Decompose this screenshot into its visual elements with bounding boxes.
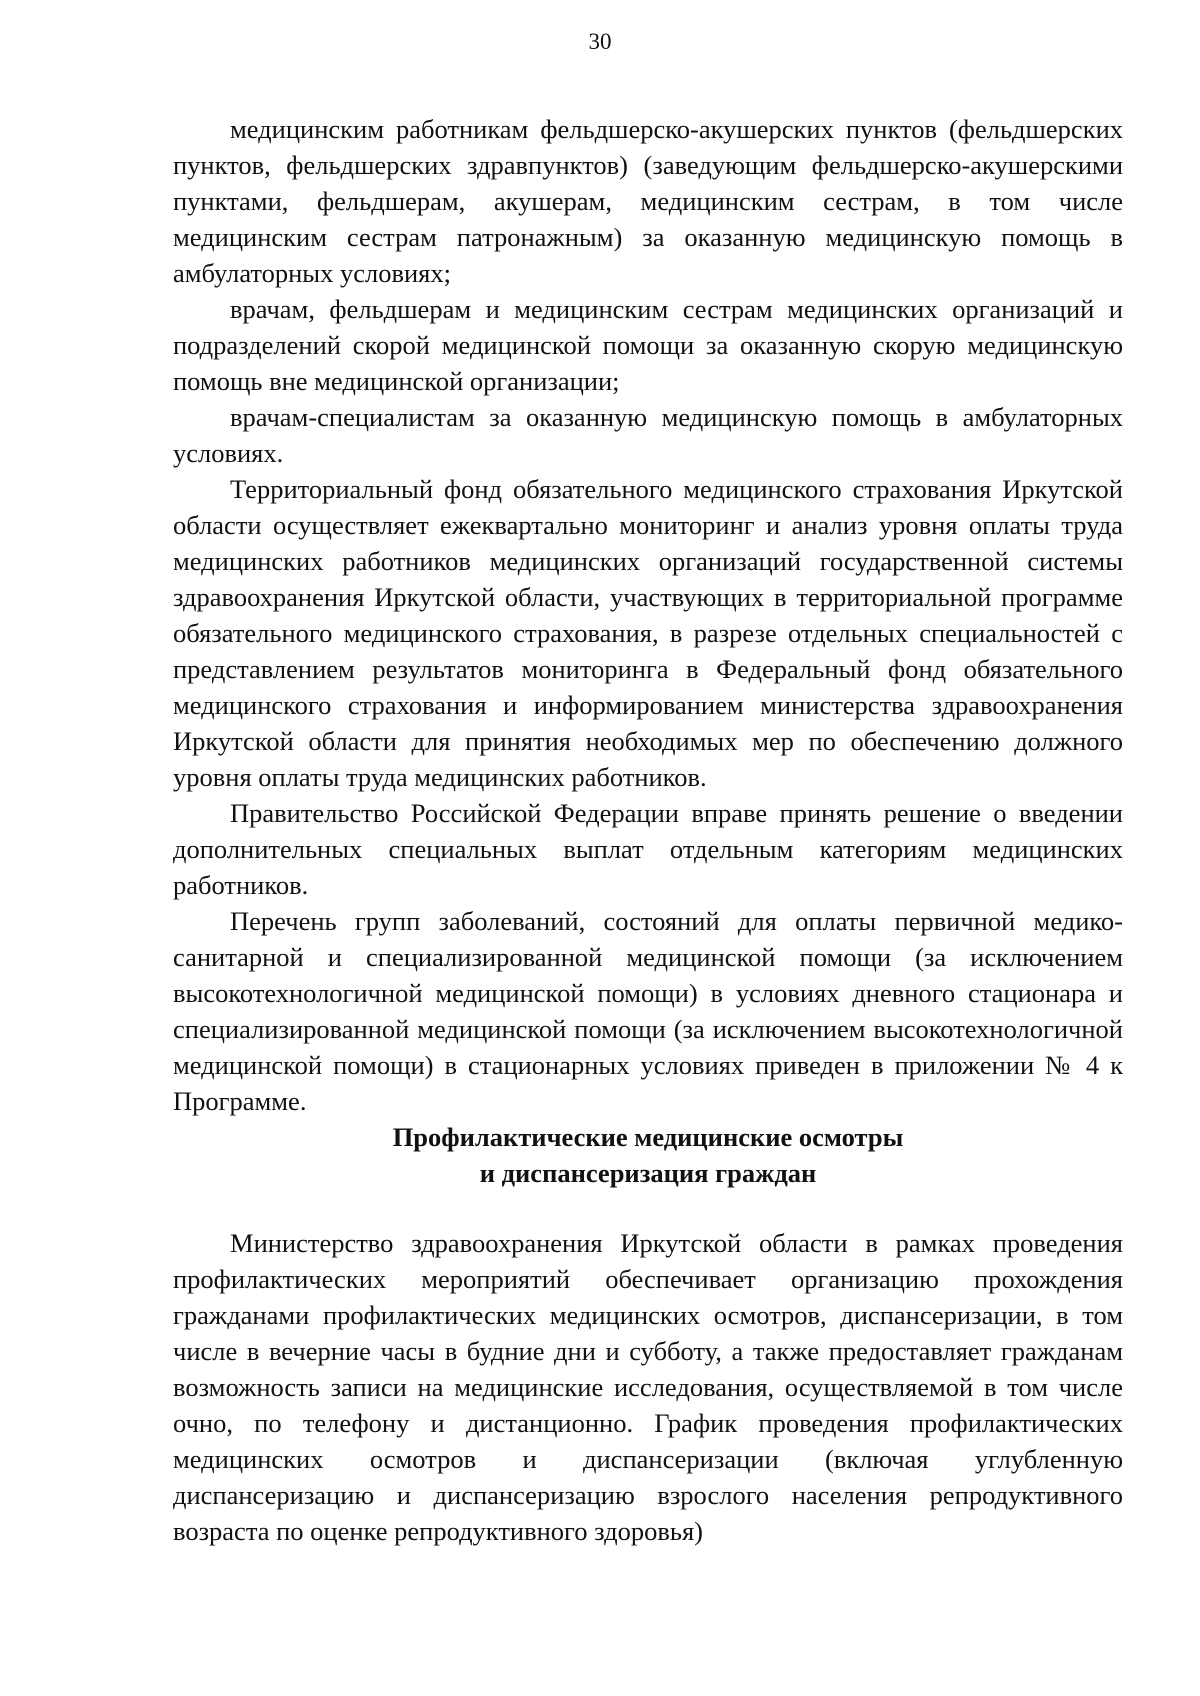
paragraph-specialists: врачам-специалистам за оказанную медицинскую помощь в амбулаторных условиях. bbox=[173, 402, 1123, 468]
paragraph-emergency-staff: врачам, фельдшерам и медицинским сестрам медицинских организаций и подразделений скорой медицинской помощи за оказанную скорую медицинскую помощь вне медицинской организации; bbox=[173, 294, 1123, 396]
paragraph-preventive-exams: Министерство здравоохранения Иркутской области в рамках проведения профилактических мероприятий обеспечивает организацию прохождения гражданами профилактических медицинских осмотров, диспансеризации, в том числе в вечерние часы в будние дни и субботу, а также предоставляет гражданам возможность записи на медицинские исследования, осуществляемой в том числе очно, по телефону и дистанционно. График проведения профилактических медицинских осмотров и диспансеризации (включая углубленную диспансеризацию и диспансеризацию взрослого населения репродуктивного возраста по оценке репродуктивного здоровья) bbox=[173, 1228, 1123, 1546]
paragraph-disease-groups: Перечень групп заболеваний, состояний для оплаты первичной медико-санитарной и специализированной медицинской помощи (за исключением высокотехнологичной медицинской помощи) в условиях дневного стационара и специализированной медицинской помощи (за исключением высокотехнологичной медицинской помощи) в стационарных условиях приведен в приложении № 4 к Программе. bbox=[173, 906, 1123, 1116]
section-heading bbox=[173, 1119, 1123, 1191]
page-number: 30 bbox=[588, 29, 612, 54]
paragraph-fap-workers: медицинским работникам фельдшерско-акушерских пунктов (фельдшерских пунктов, фельдшерских здравпунктов) (заведующим фельдшерско-акушерскими пунктами, фельдшерам, акушерам, медицинским сестрам, в том числе медицинским сестрам патронажным) за оказанную медицинскую помощь в амбулаторных условиях; bbox=[173, 114, 1123, 288]
section-heading-line-2: и диспансеризация граждан bbox=[479, 1158, 817, 1188]
paragraph-government: Правительство Российской Федерации вправе принять решение о введении дополнительных специальных выплат отдельным категориям медицинских работников. bbox=[173, 798, 1123, 900]
paragraph-monitoring: Территориальный фонд обязательного медицинского страхования Иркутской области осуществляет ежеквартально мониторинг и анализ уровня оплаты труда медицинских работников медицинских организаций государственной системы здравоохранения Иркутской области, участвующих в территориальной программе обязательного медицинского страхования, в разрезе отдельных специальностей с представлением результатов мониторинга в Федеральный фонд обязательного медицинского страхования и информированием министерства здравоохранения Иркутской области для принятия необходимых мер по обеспечению должного уровня оплаты труда медицинских работников. bbox=[173, 474, 1123, 792]
section-heading-line-1: Профилактические медицинские осмотры bbox=[392, 1122, 904, 1152]
document-body bbox=[173, 111, 1123, 1549]
